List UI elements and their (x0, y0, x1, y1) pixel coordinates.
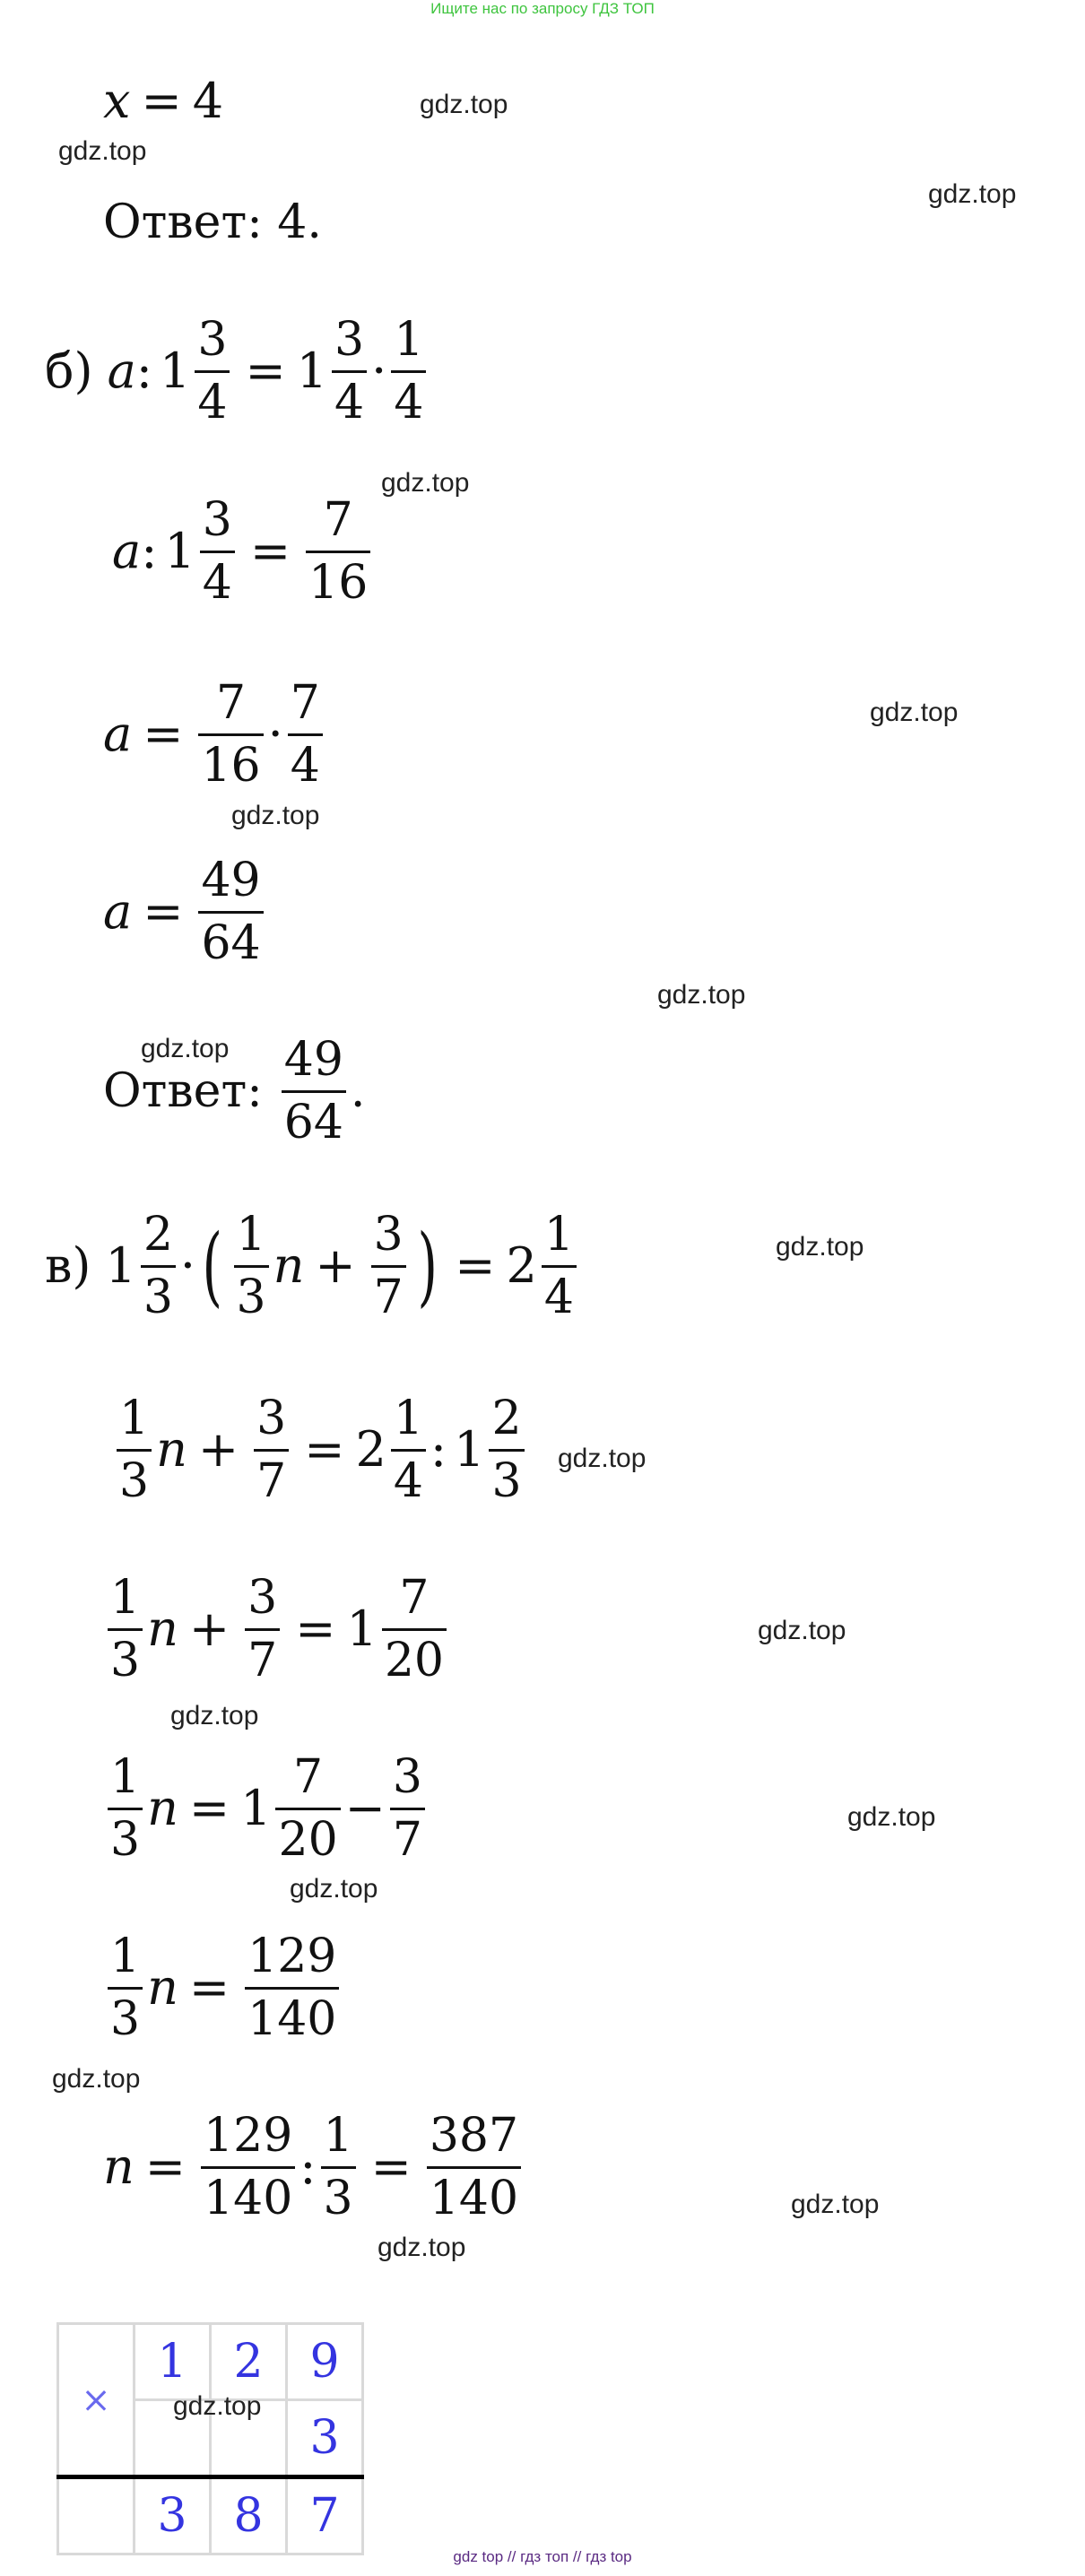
denominator: 4 (290, 738, 320, 793)
numerator: 129 (204, 2109, 293, 2163)
fraction-7-20 (382, 1571, 447, 1687)
watermark: gdz.top (758, 1616, 846, 1645)
equation-x-equals-4 (103, 73, 224, 129)
fraction-1-4 (391, 313, 426, 429)
fraction-1-3 (108, 1930, 143, 2046)
fraction-bar (195, 370, 230, 373)
equals-sign: = (370, 2138, 412, 2196)
numerator: 1 (110, 1571, 141, 1625)
top-banner[interactable]: Ищите нас по запросу ГДЗ ТОП (430, 0, 655, 17)
watermark: gdz.top (870, 698, 959, 727)
fraction-bar (489, 1449, 524, 1452)
equation-c-2 (112, 1392, 529, 1508)
fraction-bar (542, 1265, 577, 1268)
fraction-bar (332, 370, 367, 373)
numerator: 1 (236, 1208, 266, 1262)
answer-period: . (350, 1064, 366, 1119)
fraction-3-4 (200, 493, 235, 610)
mixed-whole: 1 (240, 1780, 272, 1837)
colon-sign: : (135, 343, 152, 400)
right-paren: ) (417, 1216, 438, 1317)
watermark: gdz.top (381, 468, 470, 498)
minus-sign: − (344, 1780, 386, 1837)
fraction-49-64 (198, 854, 263, 970)
fraction-bar (117, 1449, 152, 1452)
plus-sign: + (188, 1600, 230, 1658)
denominator: 7 (256, 1453, 287, 1508)
variable-x: x (103, 73, 131, 129)
denominator: 3 (119, 1453, 150, 1508)
equals-sign: = (143, 883, 184, 941)
denominator: 64 (283, 1095, 343, 1149)
fraction-bar (200, 551, 235, 553)
equation-b-4 (103, 854, 268, 970)
fraction-bar (382, 1628, 447, 1631)
denominator: 4 (393, 1453, 423, 1508)
fraction-7-16 (306, 493, 370, 610)
watermark: gdz.top (290, 1874, 378, 1904)
variable-n: n (273, 1237, 305, 1295)
mixed-whole: 1 (164, 523, 195, 580)
watermark: gdz.top (928, 179, 1017, 209)
equation-c-5 (103, 1930, 343, 2046)
fraction-bar (321, 2166, 356, 2169)
fraction-1-3 (117, 1392, 152, 1508)
fraction-1-3 (108, 1750, 143, 1867)
fraction-3-4 (195, 313, 230, 429)
equals-sign: = (188, 1959, 230, 2017)
equation-c-1 (45, 1210, 581, 1322)
denominator: 7 (247, 1633, 278, 1687)
fraction-bar (201, 2166, 295, 2169)
equation-c-3 (103, 1571, 451, 1687)
fraction-3-7 (371, 1210, 406, 1322)
fraction-bar (275, 1808, 340, 1810)
numerator: 3 (202, 493, 232, 547)
numerator: 129 (247, 1930, 337, 1983)
plus-sign: + (197, 1421, 239, 1479)
value-4: 4 (192, 73, 224, 129)
numerator: 1 (394, 313, 424, 367)
digit-cell: 2 (211, 2324, 287, 2400)
numerator: 7 (293, 1750, 324, 1804)
digit-cell: 7 (287, 2477, 363, 2554)
fraction-bar (198, 911, 263, 914)
numerator: 1 (393, 1392, 423, 1445)
fraction-3-7 (390, 1750, 425, 1867)
fraction-7-4 (288, 676, 323, 793)
variable-a: a (103, 706, 133, 763)
numerator: 2 (491, 1392, 522, 1445)
empty-cell (58, 2477, 135, 2554)
answer-label: Ответ: (103, 1064, 263, 1119)
dot-sign: · (371, 343, 387, 400)
fraction-bar (391, 370, 426, 373)
colon-sign: : (141, 523, 158, 580)
fraction-bar (391, 1449, 426, 1452)
mixed-whole: 1 (296, 343, 328, 400)
fraction-2-3 (141, 1210, 176, 1322)
denominator: 140 (429, 2171, 519, 2225)
numerator: 3 (334, 313, 365, 367)
variable-n: n (147, 1780, 178, 1837)
numerator: 1 (110, 1930, 141, 1983)
fraction-2-3 (489, 1392, 524, 1508)
equation-c-6 (103, 2109, 525, 2225)
watermark: gdz.top (847, 1802, 936, 1832)
multiply-sign: × (58, 2324, 135, 2477)
fraction-3-7 (254, 1392, 289, 1508)
numerator: 7 (323, 493, 353, 547)
denominator: 4 (543, 1270, 574, 1324)
numerator: 3 (373, 1208, 404, 1262)
watermark: gdz.top (170, 1701, 259, 1730)
equals-sign: = (144, 2138, 187, 2196)
denominator: 16 (201, 738, 261, 793)
digit-cell: 1 (135, 2324, 211, 2400)
fraction-bar (141, 1265, 176, 1268)
watermark: gdz.top (558, 1444, 647, 1473)
digit-cell: 8 (211, 2477, 287, 2554)
plus-sign: + (315, 1237, 356, 1295)
denominator: 140 (247, 1991, 337, 2046)
denominator: 3 (323, 2171, 353, 2225)
denominator: 7 (373, 1270, 404, 1324)
watermark: gdz.top (141, 1034, 230, 1063)
variable-n: n (147, 1959, 178, 2017)
equals-sign: = (143, 706, 184, 763)
left-paren: ( (202, 1216, 223, 1317)
watermark: gdz.top (378, 2233, 466, 2262)
denominator: 3 (491, 1453, 522, 1508)
denominator: 3 (236, 1270, 266, 1324)
numerator: 49 (201, 854, 261, 907)
watermark: gdz.top (58, 136, 147, 166)
equation-b-1 (45, 313, 430, 429)
mixed-whole: 1 (454, 1421, 485, 1479)
fraction-bar (108, 1628, 143, 1631)
equals-sign: = (455, 1237, 496, 1295)
numerator: 3 (247, 1571, 278, 1625)
watermark: gdz.top (52, 2064, 141, 2094)
fraction-bar (254, 1449, 289, 1452)
fraction-bar (288, 733, 323, 736)
dot-sign: · (179, 1237, 196, 1295)
equals-sign: = (249, 523, 291, 580)
label-c: в) (45, 1237, 91, 1295)
denominator: 4 (394, 375, 424, 429)
variable-n: n (156, 1421, 187, 1479)
mixed-whole: 1 (105, 1237, 136, 1295)
fraction-bar (306, 551, 370, 553)
numerator: 3 (392, 1750, 422, 1804)
digit-cell: 3 (287, 2400, 363, 2477)
watermark: gdz.top (791, 2190, 880, 2219)
equals-sign: = (141, 73, 182, 129)
fraction-bar (245, 1628, 280, 1631)
digit-cell: 9 (287, 2324, 363, 2400)
denominator: 64 (201, 915, 261, 970)
watermark: gdz.top (173, 2391, 262, 2421)
denominator: 3 (110, 1633, 141, 1687)
denominator: 3 (110, 1991, 141, 2046)
numerator: 7 (399, 1571, 430, 1625)
denominator: 16 (308, 555, 369, 610)
equation-c-4 (103, 1750, 430, 1867)
watermark: gdz.top (231, 801, 320, 830)
watermark: gdz.top (420, 90, 508, 119)
fraction-1-3 (108, 1571, 143, 1687)
watermark: gdz.top (776, 1232, 864, 1262)
numerator: 3 (256, 1392, 287, 1445)
fraction-7-16 (198, 676, 263, 793)
fraction-bar (282, 1090, 346, 1093)
numerator: 1 (323, 2109, 353, 2163)
fraction-1-4 (391, 1392, 426, 1508)
numerator: 1 (119, 1392, 150, 1445)
digit-cell: 3 (135, 2477, 211, 2554)
label-b: б) (45, 343, 93, 400)
denominator: 3 (110, 1812, 141, 1867)
variable-n: n (103, 2138, 135, 2196)
variable-a: a (103, 883, 133, 941)
fraction-3-7 (245, 1571, 280, 1687)
watermark: gdz.top (657, 980, 746, 1010)
equals-sign: = (304, 1421, 345, 1479)
denominator: 20 (278, 1812, 338, 1867)
fraction-bar (245, 1987, 339, 1990)
fraction-129-140 (245, 1930, 339, 2046)
mixed-whole: 2 (355, 1421, 386, 1479)
numerator: 2 (143, 1208, 173, 1262)
dot-sign: · (267, 706, 283, 763)
denominator: 3 (143, 1270, 173, 1324)
numerator: 1 (543, 1208, 574, 1262)
numerator: 3 (197, 313, 228, 367)
fraction-1-3 (321, 2109, 356, 2225)
fraction-bar (427, 2166, 521, 2169)
fraction-387-140 (427, 2109, 521, 2225)
equals-sign: = (295, 1600, 336, 1658)
variable-n: n (147, 1600, 178, 1658)
denominator: 4 (334, 375, 365, 429)
fraction-bar (234, 1265, 269, 1268)
equation-b-3 (103, 676, 327, 793)
mixed-whole: 1 (346, 1600, 378, 1658)
fraction-49-64 (282, 1033, 346, 1149)
footer-links[interactable]: gdz top // гдз топ // гдз top (453, 2548, 632, 2565)
fraction-bar (390, 1808, 425, 1810)
mixed-whole: 2 (506, 1237, 537, 1295)
colon-sign: : (299, 2138, 317, 2196)
equation-b-2 (112, 493, 375, 610)
numerator: 387 (429, 2109, 519, 2163)
fraction-7-20 (275, 1750, 340, 1867)
equals-sign: = (245, 343, 286, 400)
equals-sign: = (188, 1780, 230, 1837)
fraction-bar (371, 1265, 406, 1268)
fraction-1-4 (542, 1210, 577, 1322)
denominator: 20 (384, 1633, 444, 1687)
fraction-bar (198, 733, 263, 736)
fraction-129-140 (201, 2109, 295, 2225)
answer-a: Ответ: 4. (103, 195, 322, 249)
variable-a: a (112, 523, 142, 580)
denominator: 4 (202, 555, 232, 610)
column-multiplication (56, 2322, 364, 2555)
fraction-3-4 (332, 313, 367, 429)
numerator: 7 (290, 676, 320, 730)
numerator: 7 (215, 676, 247, 730)
mixed-whole: 1 (159, 343, 191, 400)
fraction-bar (108, 1808, 143, 1810)
fraction-bar (108, 1987, 143, 1990)
denominator: 4 (197, 375, 228, 429)
numerator: 1 (110, 1750, 141, 1804)
fraction-1-3 (234, 1210, 269, 1322)
colon-sign: : (430, 1421, 447, 1479)
variable-a: a (107, 343, 136, 400)
denominator: 7 (392, 1812, 422, 1867)
numerator: 49 (283, 1033, 343, 1087)
denominator: 140 (204, 2171, 293, 2225)
